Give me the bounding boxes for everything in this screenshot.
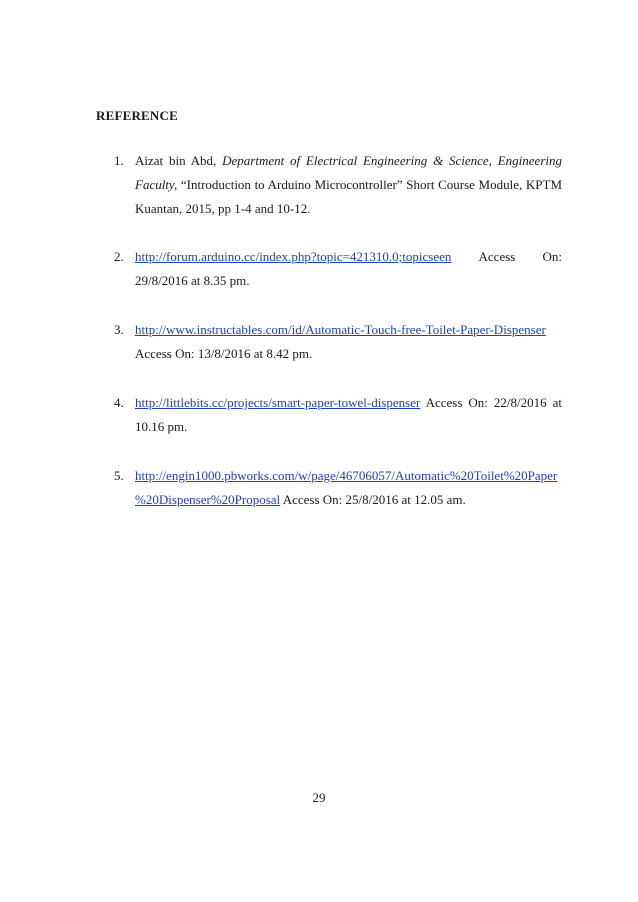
reference-link[interactable]: http://forum.arduino.cc/index.php?topic=421310.0;topicseen	[135, 249, 452, 264]
reference-access-date: 29/8/2016 at 8.35 pm.	[135, 273, 250, 288]
reference-access-date: Access On: 22/8/2016 at 10.16 pm.	[135, 395, 562, 434]
page-heading: REFERENCE	[96, 108, 178, 123]
reference-item	[114, 391, 562, 439]
reference-link-continued[interactable]: %20Dispenser%20Proposal	[135, 492, 281, 507]
reference-access-label: Access	[478, 249, 516, 264]
reference-number: 4.	[114, 395, 124, 410]
reference-item	[114, 464, 562, 512]
reference-item	[114, 318, 562, 366]
reference-number: 1.	[114, 153, 124, 168]
reference-number: 3.	[114, 322, 124, 337]
reference-number: 5.	[114, 468, 124, 483]
reference-link[interactable]: http://www.instructables.com/id/Automatic-Touch-free-Toilet-Paper-Dispenser	[135, 322, 546, 337]
reference-link[interactable]: http://engin1000.pbworks.com/w/page/46706057/Automatic%20Toilet%20Paper	[135, 468, 558, 483]
reference-item	[114, 245, 562, 293]
reference-link-line	[135, 245, 562, 269]
reference-access-date: Access On: 13/8/2016 at 8.42 pm.	[135, 346, 313, 361]
reference-details: “Introduction to Arduino Microcontroller” Short Course Module, KPTM Kuantan, 2015, pp 1-4 and 10-12.	[135, 177, 563, 216]
reference-affiliation: Department of Electrical Engineering & Science, Engineering Faculty,	[135, 153, 562, 192]
reference-link[interactable]: http://littlebits.cc/projects/smart-paper-towel-dispenser	[135, 395, 421, 410]
reference-list	[114, 149, 562, 512]
reference-number: 2.	[114, 249, 124, 264]
reference-access-on-label: On:	[542, 249, 562, 264]
reference-item	[114, 149, 562, 221]
page-number: 29	[312, 790, 326, 805]
reference-access-date: Access On: 25/8/2016 at 12.05 am.	[282, 492, 466, 507]
reference-author: Aizat bin Abd,	[135, 153, 217, 168]
